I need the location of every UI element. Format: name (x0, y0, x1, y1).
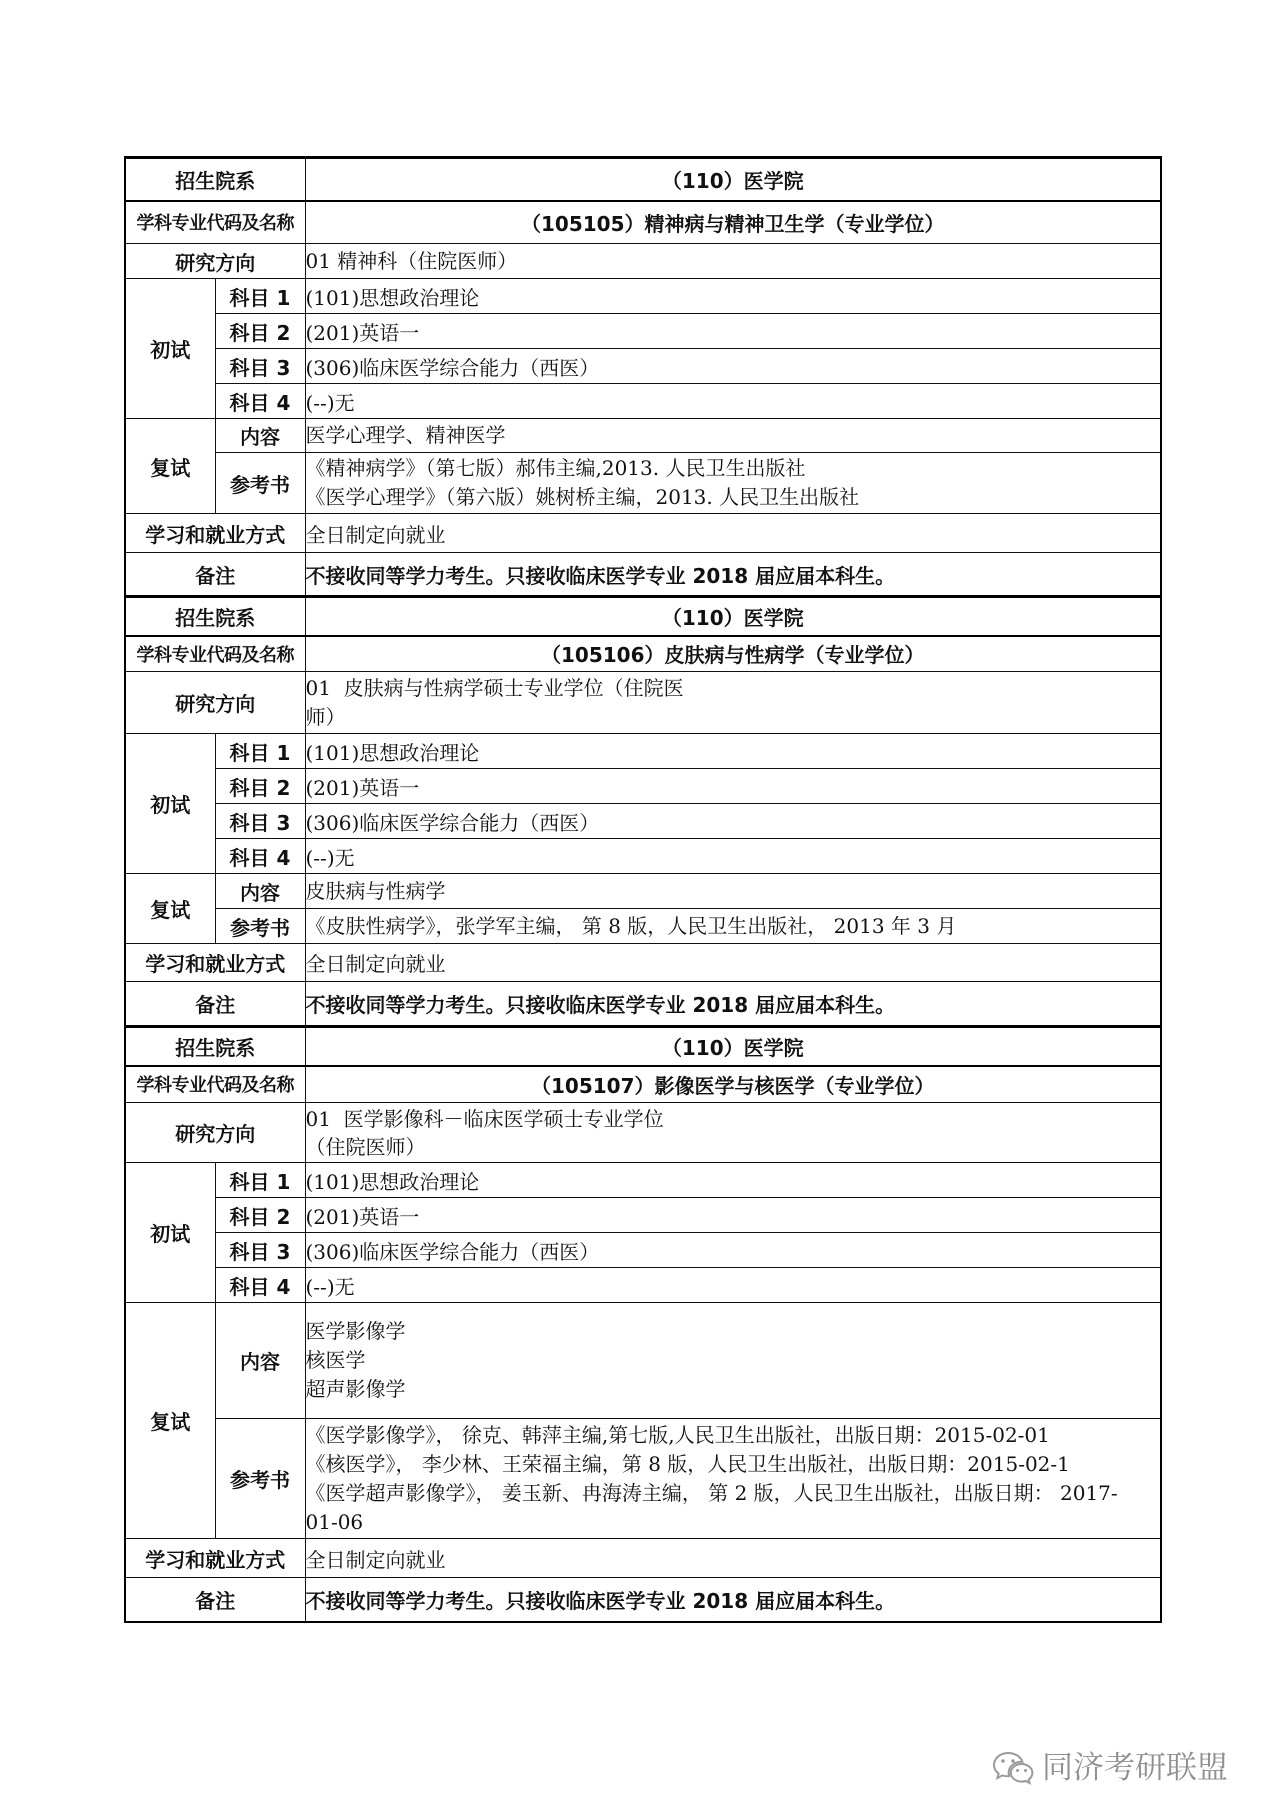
row-subject-1 (125, 279, 1161, 314)
direction-line: 01 医学影像科－临床医学硕士专业学位 (305, 1106, 664, 1131)
direction-line: 01 精神科（住院医师） (305, 248, 518, 273)
direction-value (305, 1103, 1161, 1163)
book-line: 《医学影像学》， 徐克、韩萍主编,第七版,人民卫生出版社，出版日期：2015-02-01 (305, 1422, 1050, 1447)
subject-3-label: 科目 3 (215, 1233, 305, 1268)
row-subject-4 (125, 839, 1161, 874)
watermark (992, 1748, 1228, 1788)
dept-value: （110）医学院 (305, 1027, 1161, 1066)
book-line: 《精神病学》（第七版）郝伟主编,2013. 人民卫生出版社 (305, 456, 806, 480)
row-dept (125, 158, 1161, 201)
direction-value (305, 244, 1161, 279)
retest-label: 复试 (125, 1303, 215, 1539)
content-line: 医学心理学、精神医学 (305, 423, 506, 447)
book-line: 《医学心理学》（第六版）姚树桥主编，2013. 人民卫生出版社 (305, 485, 860, 509)
direction-label: 研究方向 (125, 672, 305, 734)
subject-3-value: (306)临床医学综合能力（西医） (305, 349, 1161, 384)
subject-4-value: (--)无 (305, 1268, 1161, 1303)
remark-value: 不接收同等学力考生。只接收临床医学专业 2018 届应届本科生。 (305, 982, 1161, 1027)
section-2 (125, 597, 1161, 1027)
row-subject-1 (125, 734, 1161, 769)
wechat-icon (992, 1750, 1034, 1786)
major-value: （105105）精神病与精神卫生学（专业学位） (305, 201, 1161, 244)
books-label: 参考书 (215, 909, 305, 944)
mode-label: 学习和就业方式 (125, 1539, 305, 1578)
content-line: 医学影像学 (305, 1319, 406, 1343)
content-line: 超声影像学 (305, 1377, 406, 1401)
mode-value: 全日制定向就业 (305, 944, 1161, 982)
prelim-label: 初试 (125, 1163, 215, 1303)
row-remark (125, 553, 1161, 597)
books-label: 参考书 (215, 1419, 305, 1539)
retest-label: 复试 (125, 419, 215, 514)
subject-1-label: 科目 1 (215, 1163, 305, 1198)
subject-2-value: (201)英语一 (305, 1198, 1161, 1233)
book-line: 《核医学》， 李少林、王荣福主编，第 8 版，人民卫生出版社，出版日期：2015-02-1 (305, 1451, 1070, 1476)
prelim-label: 初试 (125, 279, 215, 419)
row-major (125, 1066, 1161, 1103)
book-line: 《医学超声影像学》， 姜玉新、冉海涛主编， 第 2 版，人民卫生出版社，出版日期： 2017- (305, 1480, 1118, 1505)
subject-3-label: 科目 3 (215, 349, 305, 384)
content-value (305, 1303, 1161, 1419)
subject-3-value: (306)临床医学综合能力（西医） (305, 804, 1161, 839)
dept-label: 招生院系 (125, 158, 305, 201)
subject-4-label: 科目 4 (215, 384, 305, 419)
row-retest-content (125, 874, 1161, 909)
subject-1-value: (101)思想政治理论 (305, 734, 1161, 769)
row-books (125, 1419, 1161, 1539)
subject-2-label: 科目 2 (215, 314, 305, 349)
direction-line: （住院医师） (305, 1134, 426, 1159)
row-direction (125, 1103, 1161, 1163)
section-1 (125, 158, 1161, 597)
row-major (125, 636, 1161, 672)
content-label: 内容 (215, 874, 305, 909)
dept-value: （110）医学院 (305, 597, 1161, 636)
row-mode (125, 1539, 1161, 1578)
row-subject-2 (125, 1198, 1161, 1233)
major-label: 学科专业代码及名称 (125, 636, 305, 672)
subject-1-value: (101)思想政治理论 (305, 279, 1161, 314)
admission-table (124, 156, 1162, 1623)
row-subject-4 (125, 1268, 1161, 1303)
subject-2-value: (201)英语一 (305, 314, 1161, 349)
subject-2-label: 科目 2 (215, 769, 305, 804)
row-subject-3 (125, 349, 1161, 384)
row-subject-2 (125, 314, 1161, 349)
row-subject-1 (125, 1163, 1161, 1198)
subject-3-value: (306)临床医学综合能力（西医） (305, 1233, 1161, 1268)
dept-value: （110）医学院 (305, 158, 1161, 201)
subject-1-value: (101)思想政治理论 (305, 1163, 1161, 1198)
mode-value: 全日制定向就业 (305, 514, 1161, 553)
row-dept (125, 1027, 1161, 1066)
subject-3-label: 科目 3 (215, 804, 305, 839)
content-label: 内容 (215, 1303, 305, 1419)
content-line: 核医学 (305, 1348, 366, 1372)
content-value (305, 874, 1161, 909)
subject-2-value: (201)英语一 (305, 769, 1161, 804)
row-subject-2 (125, 769, 1161, 804)
content-value (305, 419, 1161, 453)
major-label: 学科专业代码及名称 (125, 201, 305, 244)
remark-label: 备注 (125, 1578, 305, 1622)
row-subject-3 (125, 804, 1161, 839)
dept-label: 招生院系 (125, 1027, 305, 1066)
subject-4-label: 科目 4 (215, 1268, 305, 1303)
dept-label: 招生院系 (125, 597, 305, 636)
row-books (125, 453, 1161, 514)
subject-4-value: (--)无 (305, 839, 1161, 874)
subject-1-label: 科目 1 (215, 734, 305, 769)
subject-4-value: (--)无 (305, 384, 1161, 419)
content-label: 内容 (215, 419, 305, 453)
books-value (305, 453, 1161, 514)
book-line: 01-06 (305, 1509, 364, 1534)
row-dept (125, 597, 1161, 636)
row-direction (125, 244, 1161, 279)
direction-label: 研究方向 (125, 244, 305, 279)
subject-4-label: 科目 4 (215, 839, 305, 874)
mode-value: 全日制定向就业 (305, 1539, 1161, 1578)
row-mode (125, 944, 1161, 982)
direction-label: 研究方向 (125, 1103, 305, 1163)
remark-label: 备注 (125, 982, 305, 1027)
remark-value: 不接收同等学力考生。只接收临床医学专业 2018 届应届本科生。 (305, 1578, 1161, 1622)
mode-label: 学习和就业方式 (125, 944, 305, 982)
major-value: （105107）影像医学与核医学（专业学位） (305, 1066, 1161, 1103)
direction-line: 01 皮肤病与性病学硕士专业学位（住院医 (305, 675, 684, 700)
content-line: 皮肤病与性病学 (305, 878, 446, 903)
books-value (305, 1419, 1161, 1539)
row-direction (125, 672, 1161, 734)
major-label: 学科专业代码及名称 (125, 1066, 305, 1103)
row-retest-content (125, 419, 1161, 453)
remark-value: 不接收同等学力考生。只接收临床医学专业 2018 届应届本科生。 (305, 553, 1161, 597)
watermark-text: 同济考研联盟 (1042, 1750, 1228, 1786)
books-value (305, 909, 1161, 944)
prelim-label: 初试 (125, 734, 215, 874)
row-mode (125, 514, 1161, 553)
section-3 (125, 1027, 1161, 1622)
row-subject-3 (125, 1233, 1161, 1268)
row-remark (125, 982, 1161, 1027)
row-books (125, 909, 1161, 944)
subject-2-label: 科目 2 (215, 1198, 305, 1233)
subject-1-label: 科目 1 (215, 279, 305, 314)
books-label: 参考书 (215, 453, 305, 514)
direction-line: 师） (305, 704, 346, 729)
direction-value (305, 672, 1161, 734)
book-line: 《皮肤性病学》，张学军主编， 第 8 版，人民卫生出版社， 2013 年 3 月 (305, 913, 957, 938)
row-retest-content (125, 1303, 1161, 1419)
retest-label: 复试 (125, 874, 215, 944)
remark-label: 备注 (125, 553, 305, 597)
major-value: （105106）皮肤病与性病学（专业学位） (305, 636, 1161, 672)
mode-label: 学习和就业方式 (125, 514, 305, 553)
row-subject-4 (125, 384, 1161, 419)
row-remark (125, 1578, 1161, 1622)
row-major (125, 201, 1161, 244)
